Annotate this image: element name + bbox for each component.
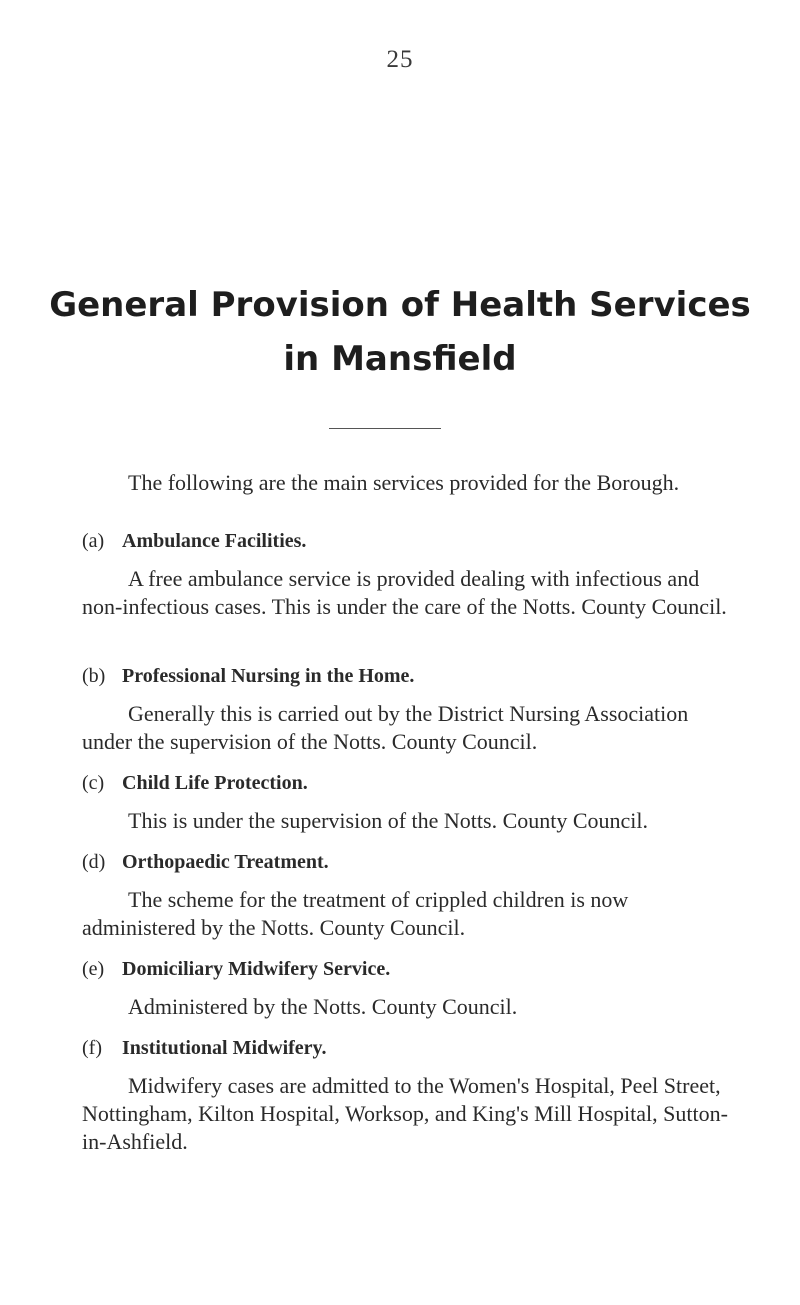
section-letter: (b)	[82, 665, 106, 687]
section-heading	[82, 772, 742, 795]
section-child-life-protection	[82, 772, 742, 835]
section-title: Domiciliary Midwifery Service.	[122, 958, 391, 980]
section-body: The scheme for the treatment of crippled children is now administered by the Notts. County Council.	[82, 887, 629, 940]
page-title-line-1: General Provision of Health Services	[49, 285, 751, 325]
section-body: A free ambulance service is provided dealing with infectious and non-infectious cases. This is under the care of the Notts. County Council.	[82, 566, 727, 619]
section-professional-nursing	[82, 665, 742, 756]
section-title: Ambulance Facilities.	[122, 530, 307, 552]
section-letter: (a)	[82, 530, 105, 552]
page-title-line-2: in Mansfield	[283, 339, 517, 379]
section-domiciliary-midwifery	[82, 958, 742, 1021]
section-letter: (d)	[82, 851, 106, 873]
section-title: Orthopaedic Treatment.	[122, 851, 329, 873]
page-title	[0, 278, 800, 386]
section-heading	[82, 665, 742, 688]
section-body: Midwifery cases are admitted to the Women's Hospital, Peel Street, Nottingham, Kilton Hospital, Worksop, and King's Mill Hospital, Sutton-in-Ashfield.	[82, 1073, 728, 1154]
title-divider	[329, 428, 441, 429]
section-heading	[82, 851, 742, 874]
section-letter: (e)	[82, 958, 105, 980]
section-title: Child Life Protection.	[122, 772, 308, 794]
section-orthopaedic-treatment	[82, 851, 742, 942]
section-institutional-midwifery	[82, 1037, 742, 1156]
section-heading	[82, 958, 742, 981]
section-letter: (f)	[82, 1037, 102, 1059]
section-heading	[82, 530, 742, 553]
section-heading	[82, 1037, 742, 1060]
section-title: Institutional Midwifery.	[122, 1037, 327, 1059]
section-body: This is under the supervision of the Notts. County Council.	[128, 808, 649, 833]
page-number: 25	[386, 46, 414, 73]
section-ambulance-facilities	[82, 530, 742, 621]
section-body: Administered by the Notts. County Council.	[128, 994, 518, 1019]
section-title: Professional Nursing in the Home.	[122, 665, 415, 687]
intro-paragraph: The following are the main services provided for the Borough.	[128, 470, 680, 495]
section-body: Generally this is carried out by the District Nursing Association under the supervision of the Notts. County Council.	[82, 701, 689, 754]
section-letter: (c)	[82, 772, 105, 794]
